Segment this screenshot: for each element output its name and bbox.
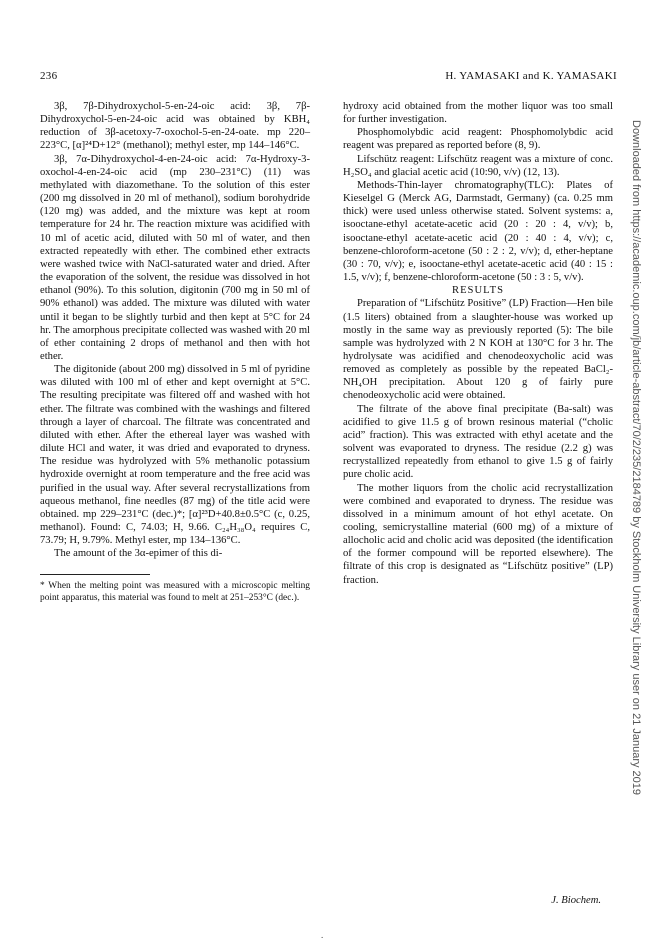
paragraph-phosphomolybdic-reagent: Phosphomolybdic acid reagent: Phosphomolybdic acid reagent was prepared as reported before (8, 9).	[343, 127, 613, 152]
page-number: 236	[40, 70, 58, 82]
paragraph-tlc-methods: Methods-Thin-layer chromatography(TLC): Plates of Kieselgel G (Merck AG, Darmstadt, Germany) (ca. 0.25 mm thick) were used unless otherwise stated. Solvent systems: a, isooctane-ethyl acetate-acetic acid (20 : 20 : 4, v/v); b, isooctane-ethyl acetate-acetic acid (20 : 40 : 4, v/v); c, benzene-chloroform-acetone (50 : 2 : 2, v/v); d, ether-heptane (30 : 70, v/v); e, isooctane-ethyl acetate-acetic acid (40 : 15 : 1.5, v/v); f, benzene-chloroform-acetone (50 : 3 : 5, v/v).	[343, 179, 613, 284]
paragraph-lp-fraction: Preparation of “Lifschütz Positive” (LP) Fraction—Hen bile (1.5 liters) obtained from a slaughter-house was worked up mostly in the same way as previously reported (5): The bile sample was hydrolyzed with 2 N KOH at 130°C for 3 hr. The hydrolysate was acidified and chenodeoxycholic acid was removed as completely as possible by the repeated BaCl₂-NH₄OH precipitation. About 120 g of fairly pure chenodeoxycholic acid were obtained.	[343, 298, 613, 402]
running-header	[40, 70, 617, 86]
paragraph-dihydroxychol-4-en: 3β, 7α-Dihydroxychol-4-en-24-oic acid: 7α-Hydroxy-3-oxochol-4-en-24-oic acid (mp 230–231°C) (11) was methylated with diazomethane. To the solution of this ester (200 mg dissolved in 20 ml of methanol), sodium borohydride (120 mg) was added, and the mixture was kept at room temperature for 24 hr. The reaction mixture was acidified with 10 ml of acetic acid, diluted with 50 ml of water, and then extracted repeatedly with ether. The combined ether extracts were washed twice with NaCl-saturated water and dried. After the evaporation of the solvent, the residue was dissolved in hot ethanol (90%). To this solution, digitonin (700 mg in 50 ml of 90% ethanol) was added. The mixture was diluted with water until it began to be slightly turbid and then kept at 5°C for 24 hr. The amorphous precipitate collected was washed with 20 ml of ether containing 2 drops of methanol and then with hot ether.	[40, 153, 310, 362]
paragraph-digitonide: The digitonide (about 200 mg) dissolved in 5 ml of pyridine was diluted with 100 ml of ether and kept overnight at 5°C. The resulting precipitate was filtered off and washed with hot ether. The filtrate was combined with the washings and filtered through a layer of charcoal. The filtrate was concentrated and diluted with ether. After the ethereal layer was washed with dilute HCl and water, it was dried and evaporated to dryness. The residue was hydrolyzed with 5% methanolic potassium hydroxide overnight at room temperature and the free acid was purified in the usual way. After several recrystallizations from aqueous methanol, fine needles (87 mg) of the title acid were obtained. mp 229–231°C (dec.)*; [α]²³D+40.8±0.5°C (c, 0.25, methanol). Found: C, 74.03; H, 9.66. C₂₄H₃₈O₄ requires C, 73.79; H, 9.79%. Methyl ester, mp 134–136°C.	[40, 364, 310, 547]
journal-footer	[551, 895, 601, 906]
paragraph-lifschutz-reagent: Lifschütz reagent: Lifschütz reagent was a mixture of conc. H₂SO₄ and glacial acetic acid (10:90, v/v) (12, 13).	[343, 153, 613, 178]
footer-mark: .	[321, 930, 324, 940]
paragraph-mother-liquors: The mother liquors from the cholic acid recrystallization were combined and evaporated to dryness. The residue was dissolved in a minimum amount of hot ethyl acetate. On cooling, semicrystalline material (600 mg) of a mixture of allocholic acid and cholic acid was deposited (the identification of the former compound will be reported elsewhere). The filtrate of this crop is designated as “Lifschütz positive” (LP) fraction.	[343, 482, 613, 586]
paragraph-epimer: The amount of the 3α-epimer of this di-	[54, 548, 223, 560]
download-notice: Downloaded from https://academic.oup.com/jb/article-abstract/70/2/235/2184789 by Stockholm University Library user on 21 January 2019	[630, 120, 642, 796]
paragraph-filtrate: The filtrate of the above final precipitate (Ba-salt) was acidified to give 11.5 g of brown resinous material (“cholic acid” fraction). This was extracted with ethyl acetate and the solvent was evaporated to dryness. The residue (2.2 g) was recrystallized repeatedly from ethanol to give 1.5 g of fairly pure cholic acid.	[343, 403, 613, 481]
paragraph-mother-liquor: hydroxy acid obtained from the mother liquor was too small for further investigation.	[343, 101, 613, 126]
download-watermark	[626, 120, 646, 900]
footnote: * When the melting point was measured with a microscopic melting point apparatus, this material was found to melt at 251–253°C (dec.).	[40, 581, 310, 603]
footnote-rule	[40, 574, 150, 575]
left-column	[40, 100, 310, 604]
section-heading-results: RESULTS	[452, 285, 504, 297]
paragraph-dihydroxychol-5-en: 3β, 7β-Dihydroxychol-5-en-24-oic acid: 3β, 7β-Dihydroxychol-5-en-24-oic acid was obtained by KBH₄ reduction of 3β-acetoxy-7-oxochol-5-en-24-oate. mp 220–223°C, [α]²⁴D+12° (methanol); methyl ester, mp 144–146°C.	[40, 101, 310, 152]
journal-name: J. Biochem.	[551, 895, 601, 906]
running-authors: H. YAMASAKI and K. YAMASAKI	[445, 70, 617, 82]
right-column	[343, 100, 613, 587]
